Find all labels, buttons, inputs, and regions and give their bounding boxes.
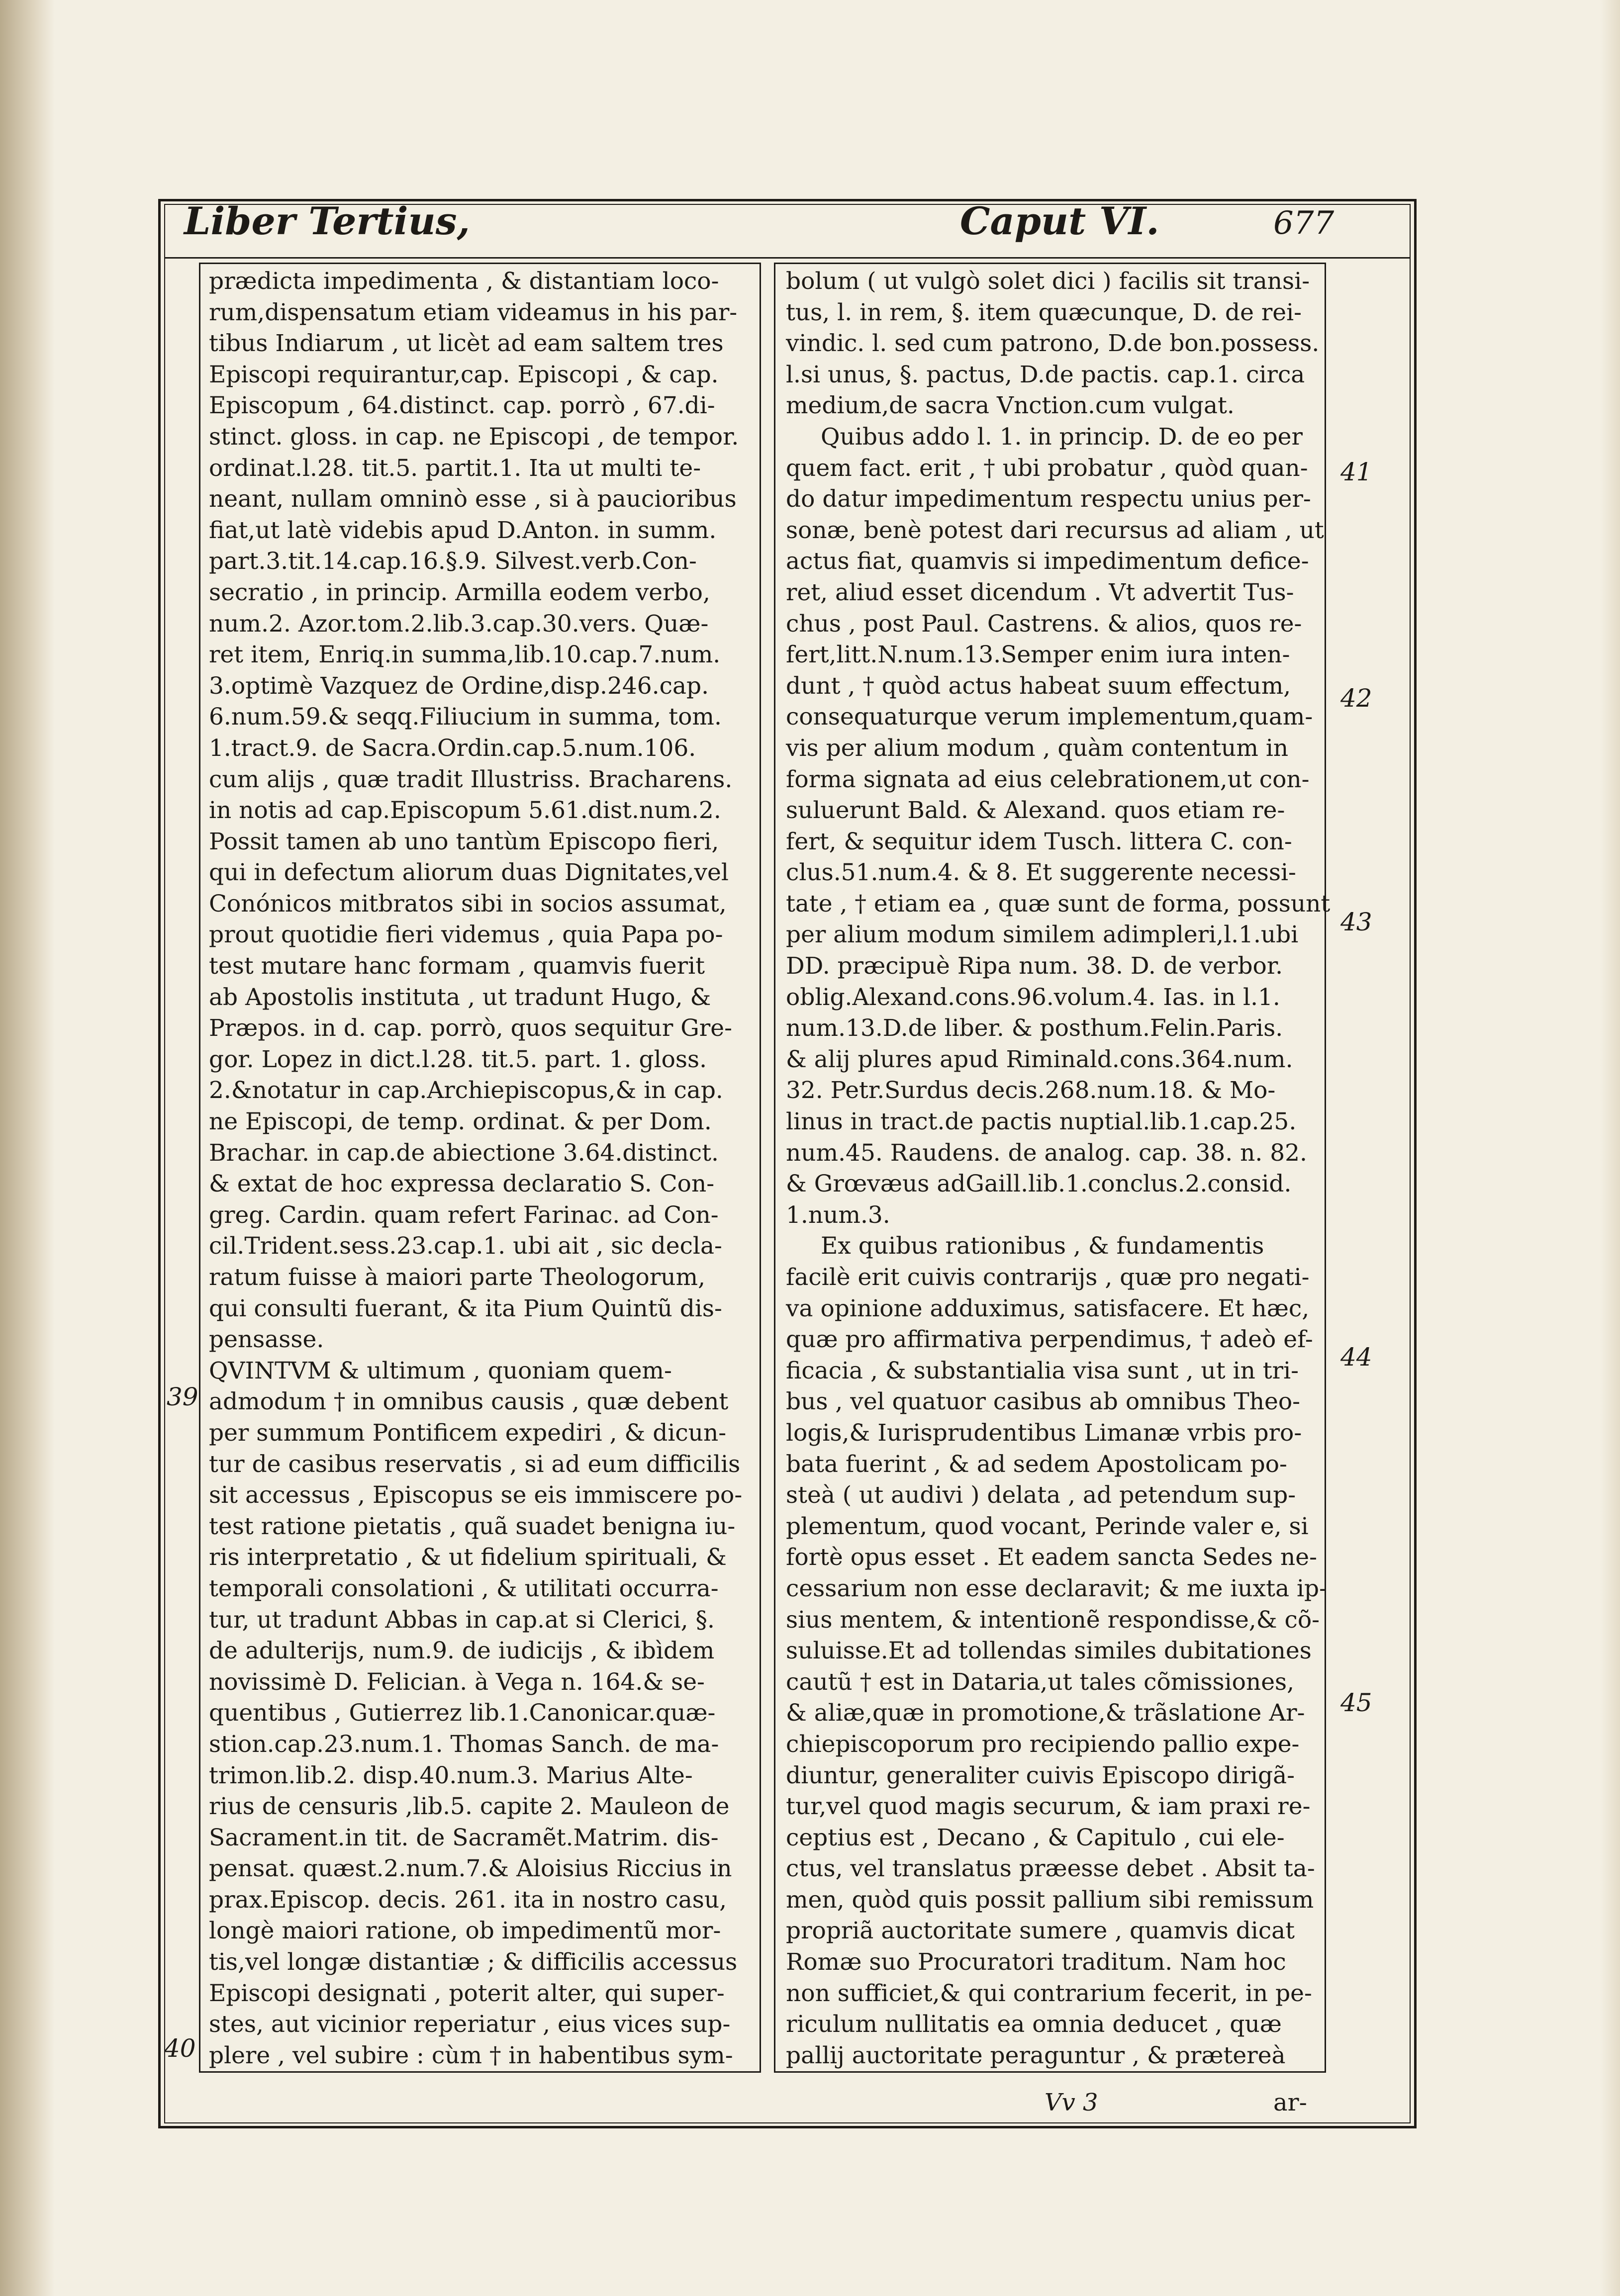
text-line: cessarium non esse declaravit; & me iuxta ip-: [786, 1574, 1328, 1602]
text-line: riculum nullitatis ea omnia deducet , quæ: [786, 2011, 1282, 2038]
text-line: & Grœvæus adGaill.lib.1.conclus.2.consid.: [786, 1170, 1292, 1198]
text-line: sit accessus , Episcopus se eis immiscere po-: [209, 1481, 743, 1509]
margin-number: 41: [1340, 458, 1372, 486]
text-line: dunt , † quòd actus habeat suum effectum,: [786, 672, 1291, 700]
catchword: ar-: [1273, 2089, 1307, 2116]
text-line: num.2. Azor.tom.2.lib.3.cap.30.vers. Quæ-: [209, 610, 709, 638]
text-line: longè maiori ratione, ob impedimentũ mor-: [209, 1917, 721, 1945]
margin-number: 43: [1340, 908, 1372, 936]
text-line: bata fuerint , & ad sedem Apostolicam po-: [786, 1450, 1287, 1478]
signature-mark: Vv 3: [1045, 2089, 1098, 2116]
text-line: tis,vel longæ distantiæ ; & difficilis accessus: [209, 1948, 738, 1976]
text-line: chus , post Paul. Castrens. & alios, quos re-: [786, 610, 1302, 638]
text-line: linus in tract.de pactis nuptial.lib.1.cap.25.: [786, 1108, 1297, 1136]
text-line: Episcopi designati , poterit alter, qui super-: [209, 1979, 725, 2007]
text-line: temporali consolationi , & utilitati occurra-: [209, 1574, 719, 1602]
text-line: 1.tract.9. de Sacra.Ordin.cap.5.num.106.: [209, 734, 696, 762]
text-line: tate , † etiam ea , quæ sunt de forma, possunt: [786, 890, 1331, 918]
page-edge: [1600, 0, 1620, 2296]
text-line: 32. Petr.Surdus decis.268.num.18. & Mo-: [786, 1077, 1276, 1104]
text-line: do datur impedimentum respectu unius per-: [786, 485, 1311, 513]
text-line: actus fiat, quamvis si impedimentum defice-: [786, 548, 1309, 575]
text-line: & aliæ,quæ in promotione,& trãslatione Ar-: [786, 1699, 1305, 1727]
text-line: stion.cap.23.num.1. Thomas Sanch. de ma-: [209, 1730, 719, 1758]
text-line: secratio , in princip. Armilla eodem verbo,: [209, 578, 710, 606]
text-line: ris interpretatio , & ut fidelium spirituali, &: [209, 1544, 727, 1571]
text-line: cil.Trident.sess.23.cap.1. ubi ait , sic decla-: [209, 1232, 722, 1260]
text-line: plementum, quod vocant, Perinde valer e, si: [786, 1512, 1309, 1540]
text-line: 2.&notatur in cap.Archiepiscopus,& in cap.: [209, 1077, 723, 1104]
text-line: ab Apostolis instituta , ut tradunt Hugo, &: [209, 983, 711, 1011]
text-line: rum,dispensatum etiam videamus in his par-: [209, 298, 738, 326]
text-line: steà ( ut audivi ) delata , ad petendum sup-: [786, 1481, 1296, 1509]
text-line: Brachar. in cap.de abiectione 3.64.distinct.: [209, 1139, 719, 1167]
text-line: prout quotidie fieri videmus , quia Papa po-: [209, 921, 723, 949]
margin-number: 45: [1340, 1688, 1372, 1717]
text-line: 1.num.3.: [786, 1201, 890, 1229]
text-line: rius de censuris ,lib.5. capite 2. Mauleon de: [209, 1793, 730, 1821]
text-line: Romæ suo Procuratori traditum. Nam hoc: [786, 1948, 1286, 1976]
text-line: ordinat.l.28. tit.5. partit.1. Ita ut multi te-: [209, 454, 701, 482]
text-line: quem fact. erit , † ubi probatur , quòd quan-: [786, 454, 1308, 482]
text-line: qui consulti fuerant, & ita Pium Quintũ dis-: [209, 1294, 722, 1322]
text-line: bolum ( ut vulgò solet dici ) facilis sit transi-: [786, 268, 1310, 295]
text-line: cautũ † est in Dataria,ut tales cõmissiones,: [786, 1668, 1295, 1696]
text-line: Sacrament.in tit. de Sacramẽt.Matrim. dis-: [209, 1824, 719, 1851]
text-line: oblig.Alexand.cons.96.volum.4. Ias. in l.1.: [786, 983, 1280, 1011]
text-line: vindic. l. sed cum patrono, D.de bon.possess.: [786, 330, 1320, 358]
chapter-title: Caput VI.: [960, 199, 1159, 243]
text-line: suluisse.Et ad tollendas similes dubitationes: [786, 1637, 1312, 1665]
text-line: gor. Lopez in dict.l.28. tit.5. part. 1. gloss.: [209, 1045, 707, 1073]
text-line: va opinione adduximus, satisfacere. Et hæc,: [786, 1294, 1310, 1322]
text-line: quentibus , Gutierrez lib.1.Canonicar.quæ-: [209, 1699, 716, 1727]
text-line: de adulterijs, num.9. de iudicijs , & ibìdem: [209, 1637, 715, 1665]
text-line: num.13.D.de liber. & posthum.Felin.Paris.: [786, 1014, 1283, 1042]
text-line: part.3.tit.14.cap.16.§.9. Silvest.verb.Con-: [209, 548, 697, 575]
text-line: Quibus addo l. 1. in princip. D. de eo per: [821, 423, 1303, 451]
text-line: 6.num.59.& seqq.Filiucium in summa, tom.: [209, 703, 722, 731]
text-line: pensasse.: [209, 1326, 324, 1354]
left-column-text: [209, 266, 756, 2071]
text-line: stes, aut vicinior reperiatur , eius vices sup-: [209, 2011, 731, 2038]
text-line: Possit tamen ab uno tantùm Episcopo fieri,: [209, 827, 719, 855]
text-line: pensat. quæst.2.num.7.& Aloisius Riccius in: [209, 1855, 732, 1883]
text-line: tibus Indiarum , ut licèt ad eam saltem tres: [209, 330, 724, 358]
text-line: non sufficiet,& qui contrarium fecerit, in pe-: [786, 1979, 1312, 2007]
text-line: Præpos. in d. cap. porrò, quos sequitur Gre-: [209, 1014, 732, 1042]
text-line: sius mentem, & intentionẽ respondisse,& cõ-: [786, 1606, 1320, 1634]
text-line: DD. præcipuè Ripa num. 38. D. de verbor.: [786, 952, 1283, 980]
text-line: & extat de hoc expressa declaratio S. Con-: [209, 1170, 715, 1198]
text-line: fiat,ut latè videbis apud D.Anton. in summ.: [209, 516, 717, 544]
margin-number: 40: [164, 2034, 196, 2063]
text-line: Conónicos mitbratos sibi in socios assumat,: [209, 890, 727, 918]
page-number: 677: [1273, 205, 1334, 242]
running-title: Liber Tertius,: [184, 199, 471, 243]
text-line: logis,& Iurisprudentibus Limanæ vrbis pro-: [786, 1419, 1302, 1447]
text-line: in notis ad cap.Episcopum 5.61.dist.num.2.: [209, 797, 721, 825]
text-line: sonæ, benè potest dari recursus ad aliam , ut: [786, 516, 1324, 544]
text-line: pallij auctoritate peraguntur , & prætereà: [786, 2041, 1286, 2069]
text-line: prædicta impedimenta , & distantiam loco-: [209, 268, 719, 295]
margin-number: 39: [167, 1382, 198, 1411]
margin-number: 44: [1340, 1343, 1372, 1372]
text-line: fert, & sequitur idem Tusch. littera C. con-: [786, 827, 1292, 855]
text-line: qui in defectum aliorum duas Dignitates,vel: [209, 859, 729, 887]
text-line: neant, nullam omninò esse , si à paucioribus: [209, 485, 737, 513]
text-line: suluerunt Bald. & Alexand. quos etiam re-: [786, 797, 1285, 825]
text-line: medium,de sacra Vnction.cum vulgat.: [786, 392, 1235, 420]
text-line: ret item, Enriq.in summa,lib.10.cap.7.num.: [209, 641, 721, 669]
text-line: facilè erit cuivis contrarijs , quæ pro negati-: [786, 1264, 1310, 1291]
text-line: bus , vel quatuor casibus ab omnibus Theo-: [786, 1388, 1301, 1416]
text-line: quæ pro affirmativa perpendimus, † adeò ef-: [786, 1326, 1313, 1354]
text-line: trimon.lib.2. disp.40.num.3. Marius Alte-: [209, 1761, 693, 1789]
text-line: clus.51.num.4. & 8. Et suggerente necessi-: [786, 859, 1296, 887]
text-line: plere , vel subire : cùm † in habentibus sym-: [209, 2041, 733, 2069]
text-line: Ex quibus rationibus , & fundamentis: [821, 1232, 1264, 1260]
text-line: tur,vel quod magis securum, & iam praxi re-: [786, 1793, 1311, 1821]
text-line: tur de casibus reservatis , si ad eum difficilis: [209, 1450, 741, 1478]
text-line: num.45. Raudens. de analog. cap. 38. n. 82.: [786, 1139, 1307, 1167]
right-column-text: [786, 266, 1331, 2071]
text-line: test ratione pietatis , quã suadet benigna iu-: [209, 1512, 736, 1540]
text-line: ficacia , & substantialia visa sunt , ut in tri-: [786, 1357, 1299, 1384]
margin-number: 42: [1340, 684, 1372, 713]
text-line: admodum † in omnibus causis , quæ debent: [209, 1388, 729, 1416]
text-line: forma signata ad eius celebrationem,ut con-: [786, 765, 1310, 793]
text-line: chiepiscoporum pro recipiendo pallio expe-: [786, 1730, 1300, 1758]
text-line: consequaturque verum implementum,quam-: [786, 703, 1313, 731]
text-line: tur, ut tradunt Abbas in cap.at si Clerici, §.: [209, 1606, 715, 1634]
text-line: diuntur, generaliter cuivis Episcopo dirigã-: [786, 1761, 1295, 1789]
text-line: fert,litt.N.num.13.Semper enim iura inten-: [786, 641, 1290, 669]
text-line: test mutare hanc formam , quamvis fuerit: [209, 952, 705, 980]
text-line: novissimè D. Felician. à Vega n. 164.& se-: [209, 1668, 705, 1696]
text-line: Episcopi requirantur,cap. Episcopi , & cap.: [209, 361, 719, 388]
text-line: tus, l. in rem, §. item quæcunque, D. de rei-: [786, 298, 1302, 326]
text-line: ctus, vel translatus præesse debet . Absit ta-: [786, 1855, 1315, 1883]
text-line: vis per alium modum , quàm contentum in: [786, 734, 1289, 762]
page-gutter-shadow: [0, 0, 55, 2296]
text-line: Episcopum , 64.distinct. cap. porrò , 67.di-: [209, 392, 715, 420]
text-line: propriã auctoritate sumere , quamvis dicat: [786, 1917, 1295, 1945]
text-line: per alium modum similem adimpleri,l.1.ubi: [786, 921, 1299, 949]
text-line: prax.Episcop. decis. 261. ita in nostro casu,: [209, 1886, 727, 1914]
text-line: stinct. gloss. in cap. ne Episcopi , de tempor.: [209, 423, 739, 451]
text-line: l.si unus, §. pactus, D.de pactis. cap.1. circa: [786, 361, 1305, 388]
text-line: cum alijs , quæ tradit Illustriss. Bracharens.: [209, 765, 733, 793]
text-line: ceptius est , Decano , & Capitulo , cui ele-: [786, 1824, 1285, 1851]
text-line: ret, aliud esset dicendum . Vt advertit Tus-: [786, 578, 1294, 606]
text-line: men, quòd quis possit pallium sibi remissum: [786, 1886, 1314, 1914]
text-line: & alij plures apud Riminald.cons.364.num.: [786, 1045, 1293, 1073]
text-line: ne Episcopi, de temp. ordinat. & per Dom.: [209, 1108, 712, 1136]
text-line: QVINTVM & ultimum , quoniam quem-: [209, 1357, 672, 1384]
text-line: per summum Pontificem expediri , & dicun-: [209, 1419, 727, 1447]
text-line: fortè opus esset . Et eadem sancta Sedes ne-: [786, 1544, 1317, 1571]
text-line: ratum fuisse à maiori parte Theologorum,: [209, 1264, 706, 1291]
text-line: 3.optimè Vazquez de Ordine,disp.246.cap.: [209, 672, 709, 700]
text-line: greg. Cardin. quam refert Farinac. ad Con-: [209, 1201, 719, 1229]
